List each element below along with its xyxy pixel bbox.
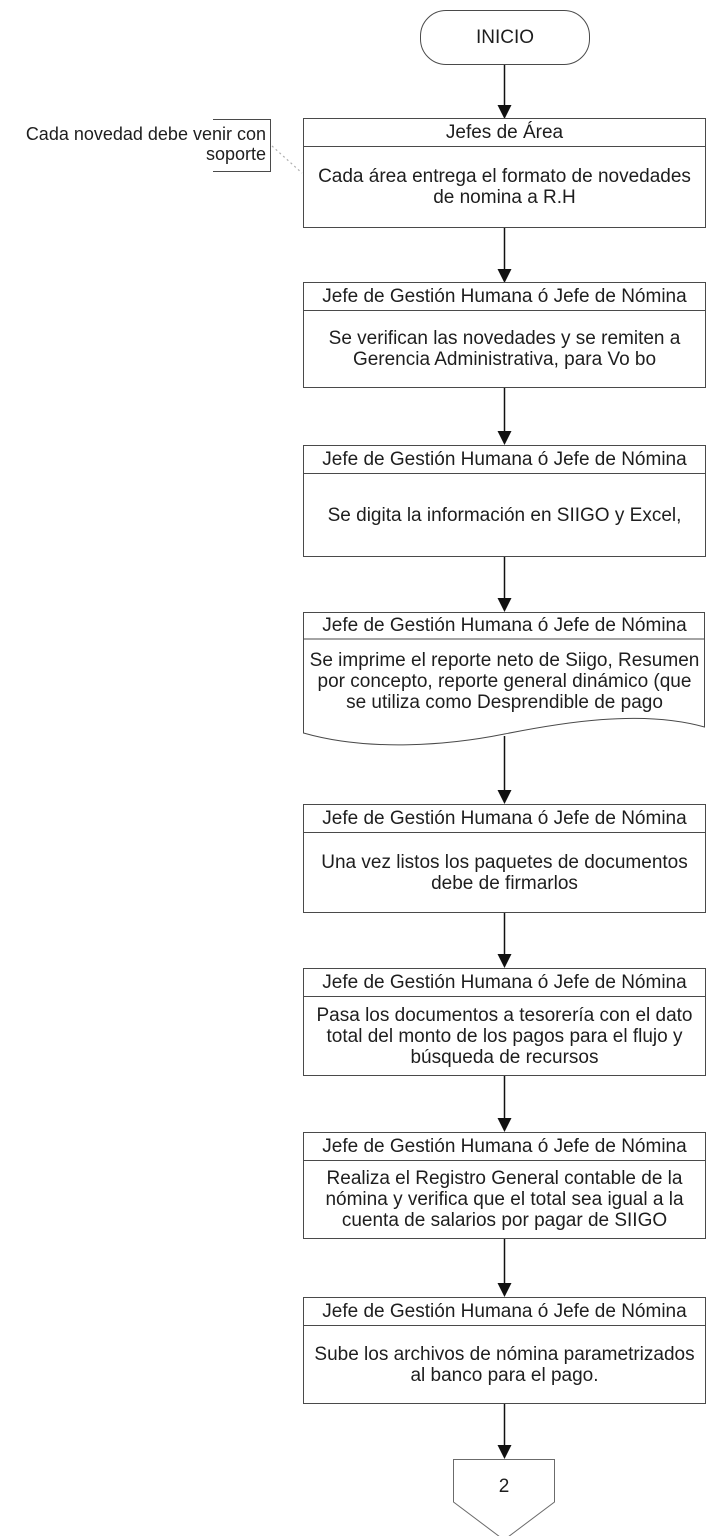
step-title: Jefe de Gestión Humana ó Jefe de Nómina	[304, 1298, 705, 1326]
step-imprimir-reportes-body: Se imprime el reporte neto de Siigo, Resumen por concepto, reporte general dinámico (que se utiliza como Desprendible de pago	[309, 649, 700, 713]
start-label: INICIO	[475, 26, 535, 48]
step-title: Jefes de Área	[304, 119, 705, 147]
flow-arrow-step8-to-offpage	[498, 1404, 512, 1459]
flow-arrow-step5-to-step6	[498, 913, 512, 968]
flow-arrow-step4-to-step5	[498, 736, 512, 804]
flow-arrow-step7-to-step8	[498, 1239, 512, 1297]
step-title: Jefe de Gestión Humana ó Jefe de Nómina	[304, 969, 705, 997]
offpage-connector-label: 2	[498, 1476, 510, 1497]
step-title: Jefe de Gestión Humana ó Jefe de Nómina	[304, 1133, 705, 1161]
start-terminator	[420, 10, 590, 65]
step-body: Una vez listos los paquetes de documentos debe de firmarlos	[321, 851, 688, 894]
flow-arrow-step3-to-step4	[498, 557, 512, 612]
flow-arrow-step1-to-step2	[498, 228, 512, 283]
annotation-connector-line	[272, 146, 302, 173]
step-verificar-novedades	[303, 282, 706, 388]
step-body: Sube los archivos de nómina parametrizados al banco para el pago.	[314, 1343, 695, 1386]
flow-arrow-step2-to-step3	[498, 388, 512, 445]
step-firmar-documentos	[303, 804, 706, 913]
flow-arrow-start-to-step1	[498, 63, 512, 119]
flow-arrow-step6-to-step7	[498, 1076, 512, 1132]
step-title: Jefe de Gestión Humana ó Jefe de Nómina	[304, 446, 705, 474]
step-jefes-de-area	[303, 118, 706, 228]
step-imprimir-reportes-title: Jefe de Gestión Humana ó Jefe de Nómina	[322, 614, 687, 636]
step-body: Realiza el Registro General contable de la nómina y verifica que el total sea igual a la cuenta de salarios por pagar de SIIGO	[325, 1168, 684, 1231]
step-title: Jefe de Gestión Humana ó Jefe de Nómina	[304, 283, 705, 311]
step-title: Jefe de Gestión Humana ó Jefe de Nómina	[304, 805, 705, 833]
step-body: Cada área entrega el formato de novedades de nomina a R.H	[318, 166, 691, 208]
step-subir-archivos-banco	[303, 1297, 706, 1404]
step-body: Pasa los documentos a tesorería con el dato total del monto de los pagos para el flujo y búsqueda de recursos	[316, 1004, 693, 1068]
step-pasar-tesoreria	[303, 968, 706, 1076]
offpage-connector	[453, 1460, 555, 1514]
step-body: Se verifican las novedades y se remiten a Gerencia Administrativa, para Vo bo	[328, 328, 681, 370]
step-digitar-informacion	[303, 445, 706, 557]
step-registro-contable	[303, 1132, 706, 1239]
annotation-text: Cada novedad debe venir con soporte	[25, 124, 266, 164]
step-body: Se digita la información en SIIGO y Excel,	[327, 504, 682, 526]
